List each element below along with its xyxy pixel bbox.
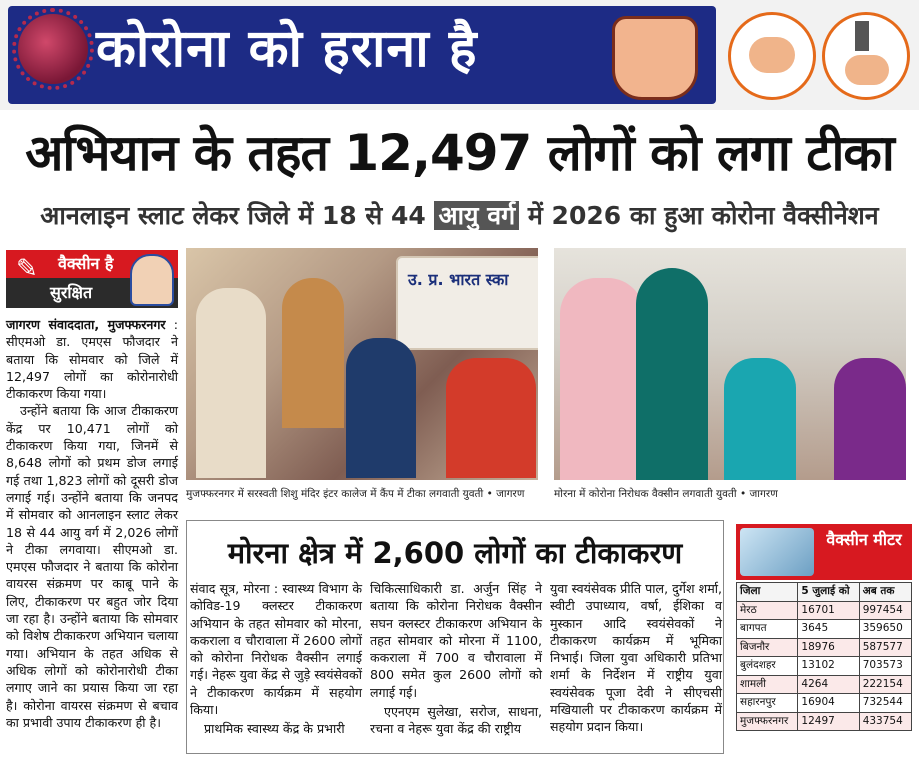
- article-paragraph: एएनएम सुलेखा, सरोज, साधना, रचना व नेहरू युवा केंद्र की राष्ट्रीय: [370, 704, 542, 737]
- person-figure: [560, 278, 644, 480]
- table-cell: 703573: [859, 657, 911, 676]
- vaccine-safe-badge: [6, 250, 178, 308]
- table-header-row: [737, 583, 912, 602]
- banner-title: कोरोना को हराना है: [96, 19, 478, 79]
- photo1-caption: मुजफ्फरनगर में सरस्वती शिशु मंदिर इंटर कालेज में कैंप में टीका लगवाती युवती • जागरण: [186, 488, 525, 500]
- doctor-icon: [130, 254, 174, 306]
- sub-article-column: [550, 580, 722, 736]
- table-cell: मेरठ: [737, 601, 798, 620]
- column-header: जिला: [737, 583, 798, 602]
- subhead-highlight: आयु वर्ग: [434, 201, 519, 230]
- table-row: [737, 712, 912, 731]
- table-cell: 12497: [798, 712, 859, 731]
- fist-icon: [612, 16, 698, 100]
- table-cell: 732544: [859, 694, 911, 713]
- table-cell: 16904: [798, 694, 859, 713]
- badge-bottom-text: सुरक्षित: [6, 278, 178, 308]
- table-cell: सहारनपुर: [737, 694, 798, 713]
- article-paragraph: युवा स्वयंसेवक प्रीति पाल, दुर्गेश शर्मा, स्वीटी उपाध्याय, वर्षा, ईशिका व मुस्कान आदि स्वयंसेवकों ने टीकाकरण कार्यक्रम में भूमिका निभाई। जिला युवा अधिकारी प्रतिभा शर्मा के निर्देशन में राष्ट्रीय युवा स्वयंसेवक पूजा देवी ने सीएचसी मखियाली पर टीकाकरण कार्यक्रम में सहयोग प्रदान किया।: [550, 581, 722, 735]
- table-cell: 222154: [859, 675, 911, 694]
- photo-vaccination-camp: [186, 248, 538, 480]
- table-cell: बुलंदशहर: [737, 657, 798, 676]
- table-row: [737, 657, 912, 676]
- person-figure: [834, 358, 906, 480]
- subhead-part: में 2026 का हुआ कोरोना वैक्सीनेशन: [519, 201, 879, 230]
- article-paragraph: संवाद सूत्र, मोरना : स्वास्थ्य विभाग के कोविड-19 क्लस्टर टीकाकरण अभियान के तहत सोमवार को मोरना, ककराला व चौरावाला में 2600 लोगों को कोरोना निरोधक वैक्सीन लगाई गई। नेहरू युवा केंद्र से जुड़े स्वयंसेवकों ने टीकाकरण कार्यक्रम में सहयोग किया।: [190, 581, 362, 718]
- table-cell: 997454: [859, 601, 911, 620]
- sub-article-column: [190, 580, 362, 738]
- photo2-caption: मोरना में कोरोना निरोधक वैक्सीन लगवाती युवती • जागरण: [554, 488, 778, 500]
- table-cell: शामली: [737, 675, 798, 694]
- board-text: उ. प्र. भारत स्का: [408, 270, 509, 289]
- table-row: [737, 638, 912, 657]
- table-cell: मुजफ्फरनगर: [737, 712, 798, 731]
- badge-top-text: वैक्सीन है: [6, 250, 178, 278]
- person-figure: [636, 268, 708, 480]
- tap-hands-icon: [822, 12, 910, 100]
- column-header: 5 जुलाई को: [798, 583, 859, 602]
- person-figure: [196, 288, 266, 478]
- table-cell: 13102: [798, 657, 859, 676]
- person-figure: [724, 358, 796, 480]
- article-paragraph: चिकित्साधिकारी डा. अर्जुन सिंह ने बताया कि कोरोना निरोधक वैक्सीन सघन क्लस्टर टीकाकरण अभियान के तहत सोमवार को मोरना में 1100, ककराला में 700 व चौरावाला में 800 समेत कुल 2600 लोगों को लगाई गई।: [370, 581, 542, 700]
- meter-table: [736, 582, 912, 731]
- subhead-part: आनलाइन स्लाट लेकर जिले में 18 से 44: [40, 201, 435, 230]
- table-row: [737, 601, 912, 620]
- table-row: [737, 620, 912, 639]
- subheadline: [4, 194, 915, 238]
- table-cell: 433754: [859, 712, 911, 731]
- table-cell: बिजनौर: [737, 638, 798, 657]
- table-cell: 4264: [798, 675, 859, 694]
- left-article: [6, 316, 178, 731]
- virus-icon: [18, 14, 88, 84]
- table-cell: 3645: [798, 620, 859, 639]
- table-cell: बागपत: [737, 620, 798, 639]
- main-headline: अभियान के तहत 12,497 लोगों को लगा टीका: [25, 124, 894, 182]
- vaccine-photo-icon: [740, 528, 814, 576]
- table-cell: 359650: [859, 620, 911, 639]
- photo-morna-vaccination: [554, 248, 906, 480]
- person-figure: [346, 338, 416, 478]
- banner-board: [396, 256, 538, 350]
- column-header: अब तक: [859, 583, 911, 602]
- meter-title: वैक्सीन मीटर: [826, 530, 902, 549]
- article-paragraph: उन्होंने बताया कि आज टीकाकरण केंद्र पर 10,471 लोगों को टीकाकरण किया गया, जिनमें से 8,648 लोगों को प्रथम डोज लगाई गई तथा 1,823 लोगों को दूसरी डोज लगाई गई। उन्होंने बताया कि जनपद में सोमवार को आनलाइन स्लाट लेकर 18 से 44 आयु वर्ग में 2,026 लोगों ने टीका लगवाया। सीएमओ डा. एमएस फौजदार ने बताया कि कोरोना वायरस संक्रमण पर काबू पाने के लिए, टीकाकरण पर बहुत जोर दिया जा रहा है। उन्होंने बताया कि सोमवार को विशेष टीकाकरण अभियान चलाया गया। अभियान के तहत अधिक से अधिक लोगों को कोरोनारोधी टीका लगाए जाने का प्रयास किया जा रहा है। कोरोना वायरस संक्रमण से बचाव का प्रभावी उपाय टीकाकरण ही है।: [6, 403, 178, 730]
- article-paragraph: : सीएमओ डा. एमएस फौजदार ने बताया कि सोमवार को जिले में 12,497 लोगों का कोरोनारोधी टीकाकरण किया गया।: [6, 317, 178, 402]
- sub-article-column: [370, 580, 542, 738]
- table-row: [737, 675, 912, 694]
- person-figure: [446, 358, 536, 478]
- article-paragraph: प्राथमिक स्वास्थ्य केंद्र के प्रभारी: [204, 721, 345, 737]
- sub-article-title: मोरना क्षेत्र में 2,600 लोगों का टीकाकरण: [227, 536, 683, 570]
- person-figure: [282, 278, 344, 428]
- hand-washing-icon: [728, 12, 816, 100]
- dateline: जागरण संवाददाता, मुजफ्फरनगर: [6, 317, 166, 332]
- syringe-icon: ✎: [16, 254, 38, 284]
- vaccine-meter: [736, 524, 912, 756]
- table-row: [737, 694, 912, 713]
- table-cell: 16701: [798, 601, 859, 620]
- table-cell: 18976: [798, 638, 859, 657]
- table-cell: 587577: [859, 638, 911, 657]
